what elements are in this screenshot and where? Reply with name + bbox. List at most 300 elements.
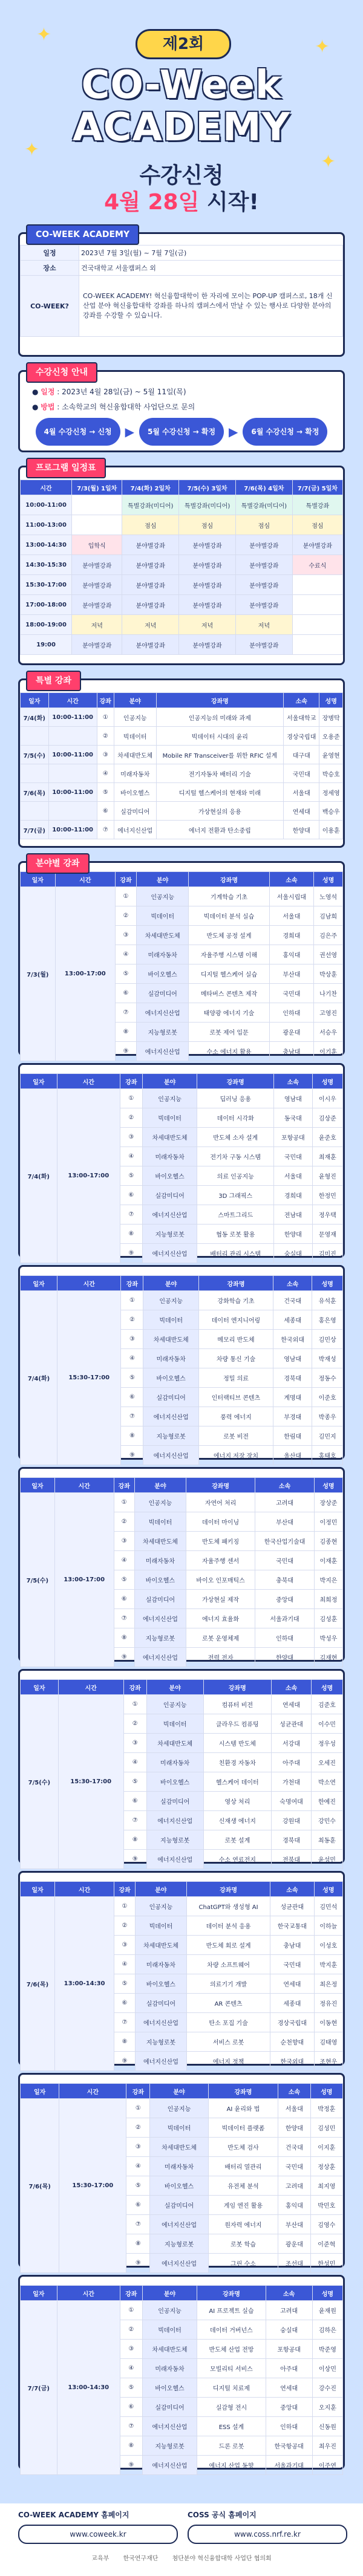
table-header-cell: 7/5(수) 3일차	[179, 480, 236, 495]
table-header-cell: 일자	[21, 2084, 59, 2099]
table-cell: 서울대	[269, 906, 314, 926]
table-header-cell: 성명	[312, 1276, 343, 1291]
flow-step: 6월 수강신청 → 확정	[243, 418, 327, 446]
table-cell: 이주연	[312, 2456, 342, 2475]
table-cell: 숙명여대	[272, 1792, 312, 1811]
table-cell: 에너지신산업	[142, 1205, 197, 1225]
table-header-cell: 7/4(화) 2일차	[122, 480, 179, 495]
table-cell	[72, 495, 122, 515]
table-cell: 로봇 학습	[208, 2234, 278, 2254]
table-header-cell: 강좌명	[208, 2084, 278, 2099]
table-cell: 영상 처리	[203, 1792, 271, 1811]
table-cell: 이준혁	[310, 2234, 342, 2254]
table-cell: 실감미디어	[146, 1792, 203, 1811]
table-cell: 지능형로봇	[135, 2032, 186, 2052]
table-cell: 정밀 의료	[198, 1368, 273, 1388]
table-cell: 서울과기대	[266, 2456, 312, 2475]
table-cell: 분야별강좌	[72, 575, 122, 595]
table-cell: 바이오헬스	[137, 964, 189, 984]
table-cell: 분야별강좌	[122, 635, 179, 655]
table-cell: 대구대	[284, 746, 319, 764]
table-cell: 실감미디어	[142, 2398, 197, 2417]
table-cell: 점심	[122, 515, 179, 535]
table-cell: 11:00-13:00	[21, 515, 72, 535]
table-cell: 에너지신산업	[142, 2456, 197, 2475]
table-cell: 충북대	[255, 1570, 315, 1590]
table-cell: ⑤	[121, 1368, 143, 1388]
table-cell: ⑤	[120, 2378, 142, 2398]
table-cell: 메모리 반도체	[198, 1330, 273, 1349]
table-cell: 아주대	[272, 1753, 312, 1772]
table-cell: 에너지신산업	[137, 1003, 189, 1023]
table-cell: 로봇 설계	[203, 1830, 271, 1850]
table-cell: 딥러닝 응용	[197, 1089, 274, 1108]
table-header-cell: 분야	[146, 1680, 203, 1695]
table-cell: 김재현	[314, 1648, 342, 1667]
table-cell	[48, 727, 97, 746]
table-row	[21, 727, 343, 746]
table-cell: 이준호	[312, 1388, 343, 1407]
table-cell: 김영수	[310, 2215, 342, 2234]
table-cell: 숭실대	[266, 2320, 312, 2340]
table-cell: 박소연	[311, 1772, 342, 1792]
table-cell: ⑥	[120, 2398, 142, 2417]
table-cell: 인공지능	[142, 2301, 197, 2320]
table-cell: 김민석	[314, 1897, 342, 1916]
table-header-row	[21, 1882, 343, 1897]
table-header-cell: 시간	[54, 1478, 114, 1493]
table-cell: 김남희	[314, 906, 343, 926]
table-cell: 분야별강좌	[122, 575, 179, 595]
table-header-cell: 7/6(목) 4일차	[235, 480, 292, 495]
table-cell: 인하대	[255, 1628, 315, 1648]
table-cell: 한정민	[312, 1186, 342, 1205]
table-cell: 부산대	[269, 964, 314, 984]
table-cell: 실감미디어	[142, 1186, 197, 1205]
table-header-cell: 일자	[21, 1680, 59, 1695]
table-cell: 인공지능	[137, 887, 189, 906]
table-cell: ⑦	[121, 1407, 143, 1426]
table-cell: 계명대	[273, 1388, 312, 1407]
table-header-cell: 시간	[57, 1276, 121, 1291]
table-row	[21, 1291, 343, 1310]
table-cell: 정우성	[311, 1734, 342, 1753]
table-cell: AI 프로젝트 실습	[197, 2301, 266, 2320]
program-table	[20, 480, 343, 655]
table-cell: 홍익대	[269, 945, 314, 964]
table-cell: 분야별강좌	[122, 555, 179, 575]
field-date-cell: 7/3(월)	[21, 887, 56, 1061]
table-cell: 바이오헬스	[142, 2378, 197, 2398]
table-header-cell: 강좌	[114, 1478, 134, 1493]
coss-link[interactable]: www.coss.nrf.re.kr	[188, 2525, 347, 2544]
table-cell: 최동훈	[311, 1830, 342, 1850]
table-cell: ②	[116, 906, 137, 926]
table-cell: 포항공대	[274, 1128, 313, 1147]
table-row	[21, 1695, 343, 1714]
table-cell: 에너지신산업	[143, 1446, 198, 1465]
table-cell: 아주대	[266, 2359, 312, 2378]
table-cell: ⑤	[97, 783, 114, 802]
field-time-cell: 15:30-17:00	[57, 1291, 121, 1465]
table-header-cell: 분야	[150, 2084, 208, 2099]
table-cell: ⑤	[114, 1570, 134, 1590]
table-header-cell: 일자	[21, 1074, 57, 1089]
table-cell	[292, 635, 342, 655]
table-cell: 김하은	[312, 2320, 342, 2340]
table-cell: ⑤	[114, 1974, 136, 1994]
intro-title: CO-WEEK ACADEMY	[26, 224, 139, 245]
table-header-cell: 시간	[21, 480, 72, 495]
table-cell: 박재성	[312, 1349, 343, 1368]
hero-date-suffix: 시작!	[206, 190, 259, 215]
table-cell: 세종대	[270, 1994, 315, 2013]
footer-homepage-title: CO-WEEK ACADEMY 홈페이지	[18, 2511, 129, 2519]
table-row	[21, 595, 343, 615]
table-cell: 박지훈	[314, 1955, 342, 1974]
table-cell: 서울과기대	[255, 1609, 315, 1628]
table-cell: 시스템 반도체	[203, 1734, 271, 1753]
table-cell: 에너지신산업	[135, 2052, 186, 2071]
field-date-cell: 7/6(목)	[21, 1897, 55, 2071]
table-cell: 한양대	[274, 1225, 313, 1244]
table-header-cell: 분야	[143, 1276, 198, 1291]
table-cell: 한국항공대	[266, 2436, 312, 2456]
field-date-cell: 7/4(화)	[21, 1089, 57, 1263]
table-cell: ③	[126, 2138, 150, 2157]
table-cell: 경희대	[274, 1186, 313, 1205]
table-cell: 인터랙티브 콘텐츠	[198, 1388, 273, 1407]
field-block-panel	[18, 1871, 345, 2066]
table-header-cell: 강좌	[126, 2084, 150, 2099]
table-row	[21, 2099, 343, 2118]
table-cell: 반도체 검사	[208, 2138, 278, 2157]
table-cell: 로봇 운영체제	[186, 1628, 255, 1648]
table-cell: ⑧	[121, 1426, 143, 1446]
table-row	[21, 635, 343, 655]
field-table	[20, 2083, 343, 2273]
table-cell: ⑦	[116, 1003, 137, 1023]
table-cell: ⑦	[120, 2417, 142, 2436]
table-cell: 전기차 구동 시스템	[197, 1147, 274, 1166]
table-cell: 신재생 에너지	[203, 1811, 271, 1830]
table-cell: ⑨	[114, 2052, 136, 2071]
table-cell: 3D 그래픽스	[197, 1186, 274, 1205]
table-cell: 반도체 산업 전망	[197, 2340, 266, 2359]
table-row	[21, 575, 343, 595]
apply-method-value: 소속학교의 혁신융합대학 사업단으로 문의	[62, 403, 195, 411]
field-block-panel	[18, 1265, 345, 1460]
table-cell	[48, 802, 97, 821]
footer-homepage	[18, 2509, 182, 2546]
table-cell: 에너지신산업	[146, 1811, 203, 1830]
table-header-row	[21, 480, 343, 495]
table-cell: 김은주	[314, 926, 343, 945]
table-cell: ①	[114, 1897, 136, 1916]
table-cell: 에너지신산업	[134, 1648, 186, 1667]
table-cell: 김종현	[314, 1532, 342, 1551]
table-cell: 에너지신산업	[146, 1850, 203, 1869]
table-cell: ②	[120, 1108, 143, 1128]
apply-flow	[20, 418, 343, 446]
table-cell: ④	[116, 945, 137, 964]
table-cell: 지능형로봇	[146, 1830, 203, 1850]
table-cell: 미래자동차	[137, 945, 189, 964]
hero-subtitle: 수강신청	[139, 163, 224, 188]
table-cell: 클라우드 컴퓨팅	[203, 1714, 271, 1734]
table-cell: 분야별강좌	[292, 535, 342, 555]
table-cell: Mobile RF Transceiver를 위한 RFIC 설계	[156, 746, 284, 764]
table-cell: 분야별강좌	[179, 595, 236, 615]
table-cell: 분야별강좌	[235, 555, 292, 575]
arrow-right-icon: ▶	[125, 424, 134, 439]
table-header-cell: 강좌	[116, 872, 137, 887]
table-header-cell: 소속	[278, 2084, 310, 2099]
table-cell: ③	[123, 1734, 146, 1753]
table-cell	[21, 764, 49, 783]
field-date-cell: 7/7(금)	[21, 2301, 57, 2475]
table-cell: 빅데이터	[142, 2320, 197, 2340]
field-table	[20, 1477, 343, 1667]
table-header-cell: 일자	[21, 2286, 57, 2301]
table-cell: 고영진	[314, 1003, 343, 1023]
table-cell: 분야별강좌	[179, 635, 236, 655]
table-cell: 저녁	[235, 615, 292, 635]
table-cell: 분야별강좌	[235, 635, 292, 655]
table-cell: 조현우	[314, 2052, 342, 2071]
footer-coss	[188, 2509, 351, 2546]
table-cell: 드론 로봇	[197, 2436, 266, 2456]
table-cell	[21, 802, 49, 821]
table-row	[21, 802, 343, 821]
apply-schedule: ● 일정 : 2023년 4월 28일(금) ~ 5월 11일(목)	[32, 388, 186, 396]
table-row	[21, 783, 343, 802]
table-header-cell: 강좌	[114, 1882, 136, 1897]
table-header-cell: 분야	[142, 1074, 197, 1089]
table-cell: ChatGPT와 생성형 AI	[187, 1897, 270, 1916]
table-cell: ⑥	[114, 1994, 136, 2013]
table-header-cell: 시간	[58, 1680, 123, 1695]
table-cell: 자연어 처리	[186, 1493, 255, 1512]
apply-method: ● 방법 : 소속학교의 혁신융합대학 사업단으로 문의	[32, 403, 195, 411]
table-cell: 차량 통신 기술	[198, 1349, 273, 1368]
table-cell: 특별강좌(미디어)	[179, 495, 236, 515]
table-cell: ②	[97, 727, 114, 746]
table-header-cell: 소속	[284, 693, 319, 708]
footer-logos	[0, 2553, 363, 2562]
table-cell: 바이오헬스	[150, 2176, 208, 2196]
table-cell: 태양광 에너지 기술	[189, 1003, 269, 1023]
table-header-cell: 성명	[312, 1074, 342, 1089]
table-cell: 가상현실 제작	[186, 1590, 255, 1609]
table-cell: 홍익대	[278, 2196, 310, 2215]
table-header-cell: 성명	[311, 1680, 342, 1695]
edition-badge: 제2회	[136, 29, 231, 59]
table-cell: 국민대	[270, 1955, 315, 1974]
table-header-cell: 강좌명	[197, 2286, 266, 2301]
table-cell: 이재훈	[314, 1551, 342, 1570]
table-cell: 전북대	[272, 1850, 312, 1869]
table-cell: 미래자동차	[114, 764, 156, 783]
table-header-row	[21, 693, 343, 708]
table-cell: 자율주행 시스템 이해	[189, 945, 269, 964]
sparkle-icon: ✦	[315, 36, 330, 57]
table-header-cell: 7/7(금) 5일차	[292, 480, 342, 495]
table-cell: 원자력 에너지	[208, 2215, 278, 2234]
table-cell: 데이터 분석 응용	[187, 1916, 270, 1936]
table-cell: 미래자동차	[135, 1955, 186, 1974]
table-cell: 차세대반도체	[114, 746, 156, 764]
apply-title: 수강신청 안내	[26, 362, 97, 383]
table-cell: 백승우	[319, 802, 343, 821]
table-cell: 게임 엔진 활용	[208, 2196, 278, 2215]
table-cell: 최지영	[310, 2176, 342, 2196]
table-cell: 김성훈	[314, 1609, 342, 1628]
table-header-cell: 시간	[57, 2286, 120, 2301]
table-cell: 차세대반도체	[146, 1734, 203, 1753]
table-cell: 점심	[292, 515, 342, 535]
table-cell: 부산대	[278, 2215, 310, 2234]
table-cell: 디지털 헬스케어 실습	[189, 964, 269, 984]
table-cell: ⑦	[114, 2013, 136, 2032]
table-cell: 차세대반도체	[150, 2138, 208, 2157]
table-cell: 탄소 포집 기술	[187, 2013, 270, 2032]
table-cell	[21, 727, 49, 746]
table-cell: ⑧	[116, 1023, 137, 1042]
table-header-cell: 강좌	[120, 2286, 142, 2301]
table-header-cell: 소속	[272, 1680, 312, 1695]
table-cell: ②	[126, 2118, 150, 2138]
table-cell: 분야별강좌	[72, 635, 122, 655]
table-cell: ⑧	[120, 1225, 143, 1244]
table-cell: ③	[114, 1936, 136, 1955]
table-cell: 모빌리티 서비스	[197, 2359, 266, 2378]
table-cell: 가상현실의 응용	[156, 802, 284, 821]
hero-date: 4월 28일	[104, 190, 200, 215]
table-cell: 최우진	[312, 2436, 342, 2456]
table-cell: 노영석	[314, 887, 343, 906]
table-header-cell: 분야	[142, 2286, 197, 2301]
table-cell: 분야별강좌	[235, 575, 292, 595]
table-cell: 인하대	[266, 2417, 312, 2436]
table-cell: 오세진	[311, 1753, 342, 1772]
table-header-cell: 강좌명	[156, 693, 284, 708]
table-cell: 협동 로봇 활용	[197, 1225, 274, 1244]
table-cell: 전남대	[274, 1205, 313, 1225]
table-cell: 분야별강좌	[122, 535, 179, 555]
table-cell: 지능형로봇	[143, 1426, 198, 1446]
table-cell: ②	[123, 1714, 146, 1734]
table-cell: 19:00	[21, 635, 72, 655]
table-cell: 박승호	[319, 764, 343, 783]
table-cell: 특별강좌	[292, 495, 342, 515]
table-cell: 수료식	[292, 555, 342, 575]
table-cell: ②	[121, 1310, 143, 1330]
table-cell: 데이터 시각화	[197, 1108, 274, 1128]
table-cell: ⑦	[123, 1811, 146, 1830]
table-cell: 김준호	[311, 1695, 342, 1714]
logo-nrf: 한국연구재단	[123, 2555, 159, 2562]
table-cell: ESS 설계	[197, 2417, 266, 2436]
table-cell: 10:00-11:00	[48, 821, 97, 839]
table-cell	[292, 575, 342, 595]
table-cell: 에너지신산업	[135, 2013, 186, 2032]
table-row	[21, 246, 343, 261]
table-cell: 이지훈	[310, 2138, 342, 2157]
table-cell: 미래자동차	[146, 1753, 203, 1772]
table-cell: 차세대반도체	[137, 926, 189, 945]
table-cell: 인공지능	[134, 1493, 186, 1512]
table-cell: 강화학습 기초	[198, 1291, 273, 1310]
table-header-cell: 일자	[21, 872, 56, 887]
table-cell: 로봇 제어 입문	[189, 1023, 269, 1042]
special-panel	[18, 678, 345, 848]
table-cell: 한국산업기술대	[255, 1532, 315, 1551]
field-date-cell: 7/6(목)	[21, 2099, 59, 2273]
table-cell: 스마트그리드	[197, 1205, 274, 1225]
field-table	[20, 1679, 343, 1869]
table-cell: 박정훈	[310, 2099, 342, 2118]
table-cell: 한국외대	[270, 2052, 315, 2071]
table-cell: 영남대	[273, 1349, 312, 1368]
field-table	[20, 1881, 343, 2071]
table-cell: 7/7(금)	[21, 821, 49, 839]
table-cell: 연세대	[284, 802, 319, 821]
field-block-panel	[18, 2275, 345, 2470]
table-header-cell: 분야	[137, 872, 189, 887]
table-cell: 한양대	[278, 2118, 310, 2138]
table-cell: 점심	[179, 515, 236, 535]
table-cell: ③	[120, 2340, 142, 2359]
table-cell: ④	[97, 764, 114, 783]
table-cell: ③	[120, 1128, 143, 1147]
table-cell: ③	[116, 926, 137, 945]
table-cell: 수소 에너지 활용	[189, 1042, 269, 1061]
table-cell: ①	[120, 2301, 142, 2320]
table-cell: 서승우	[314, 1023, 343, 1042]
table-cell: 빅데이터	[114, 727, 156, 746]
table-cell: 에너지 전환과 탄소중립	[156, 821, 284, 839]
table-cell: 메타버스 콘텐츠 제작	[189, 984, 269, 1003]
table-header-cell: 성명	[314, 872, 343, 887]
table-header-cell: 일자	[21, 1276, 57, 1291]
table-header-cell: 소속	[274, 1074, 313, 1089]
table-cell: 저녁	[122, 615, 179, 635]
table-cell: 바이오헬스	[135, 1974, 186, 1994]
table-cell: ⑥	[123, 1792, 146, 1811]
table-cell: 한양대	[255, 1648, 315, 1667]
table-cell: 이시우	[312, 1089, 342, 1108]
table-header-cell: 소속	[270, 1882, 315, 1897]
table-header-row	[21, 1680, 343, 1695]
table-cell: 반도체 소자 설계	[197, 1128, 274, 1147]
table-cell: 한양대	[284, 821, 319, 839]
table-cell: ⑦	[114, 1609, 134, 1628]
table-cell: 경희대	[269, 926, 314, 945]
table-cell: 정유진	[314, 1994, 342, 2013]
field-table	[20, 1275, 343, 1465]
table-cell: 경상국립대	[284, 727, 319, 746]
table-cell: 컴퓨터 비전	[203, 1695, 271, 1714]
table-cell: 차량 소프트웨어	[187, 1955, 270, 1974]
logo-moe: 교육부	[91, 2555, 110, 2562]
table-header-cell: 소속	[269, 872, 314, 887]
table-cell: ④	[121, 1349, 143, 1368]
table-cell: 로봇 비전	[198, 1426, 273, 1446]
table-cell	[48, 764, 97, 783]
table-cell: 정우택	[312, 1205, 342, 1225]
homepage-link[interactable]: www.coweek.kr	[18, 2525, 178, 2544]
